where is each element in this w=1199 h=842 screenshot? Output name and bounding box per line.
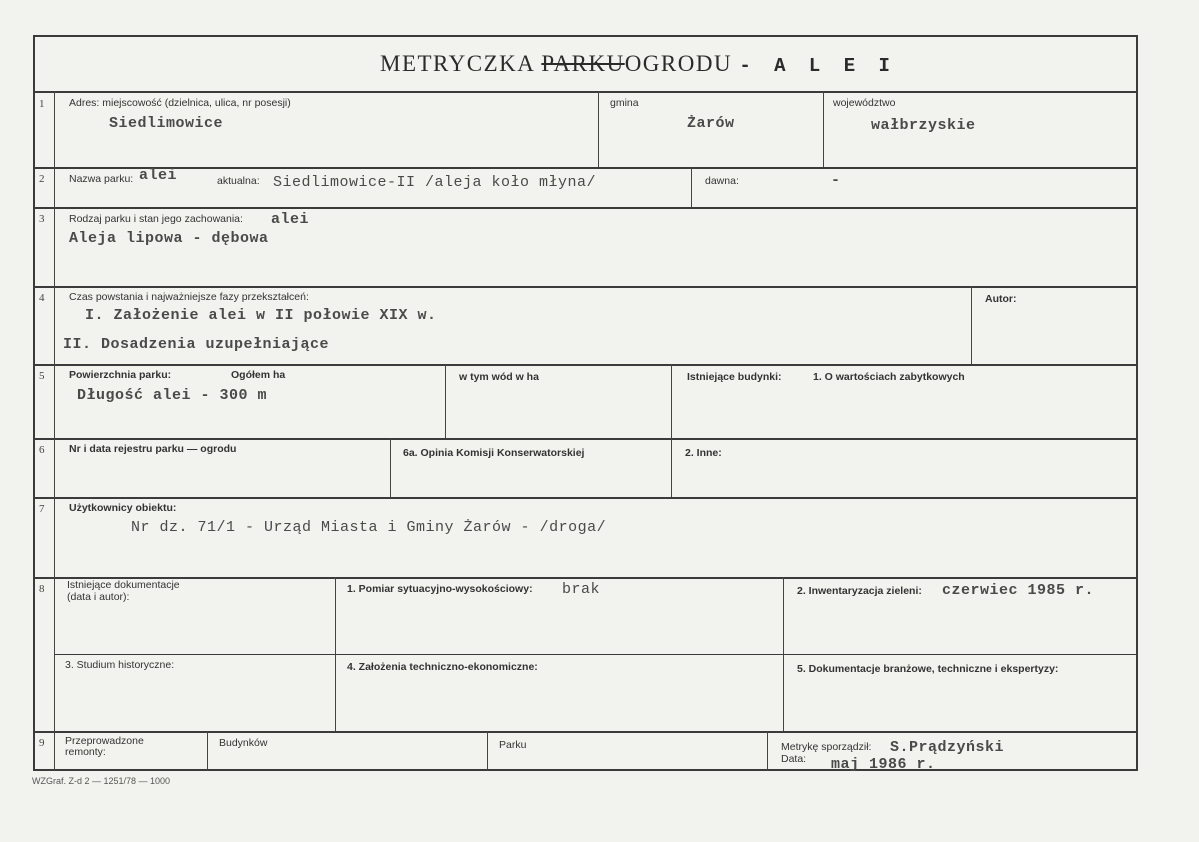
branch-docs-label: 5. Dokumentacje branżowe, techniczne i ekspertyzy: [797,663,1059,675]
row-number: 7 [39,503,45,515]
row-number: 5 [39,370,45,382]
title-ogrodu: OGRODU [624,51,733,76]
row-number: 9 [39,737,45,749]
row-number: 6 [39,444,45,456]
users-label: Użytkownicy obiektu: [69,502,177,514]
history-label: Czas powstania i najważniejsze fazy przekształceń: [69,291,309,303]
name-label: Nazwa parku: [69,173,134,185]
row-number: 1 [39,98,45,110]
users-value: Nr dz. 71/1 - Urząd Miasta i Gminy Żarów - /droga/ [131,519,607,536]
park-type-label: Rodzaj parku i stan jego zachowania: [69,213,243,225]
prepared-by-value: S.Prądzyński [890,739,1005,756]
renovations-label-2: remonty: [65,746,106,758]
current-name-value: Siedlimowice-II /aleja koło młyna/ [273,174,597,191]
renovations-buildings-label: Budynków [219,737,268,749]
current-name-label: aktualna: [217,175,260,187]
history-line-2: II. Dosadzenia uzupełniające [63,336,330,353]
title-struck-word: PARKU [541,51,625,76]
address-label: Adres: miejscowość (dzielnica, ulica, nr posesji) [69,97,291,109]
printer-footer: WZGraf. Z-d 2 — 1251/78 — 1000 [32,776,171,786]
author-label: Autor: [985,293,1017,305]
row-number: 8 [39,583,45,595]
title-typed-suffix: - A L E I [739,55,896,77]
existing-buildings-label: Istniejące budynki: [687,371,782,383]
row-number: 4 [39,292,45,304]
gmina-label: gmina [610,97,639,109]
address-value: Siedlimowice [109,115,224,132]
history-line-1: I. Założenie alei w II połowie XIX w. [85,307,437,324]
record-form [33,35,1138,771]
name-typed: alei [139,167,178,184]
renovations-park-label: Parku [499,739,527,751]
park-type-typed: alei [271,211,310,228]
voivodeship-label: województwo [833,97,896,109]
register-label: Nr i data rejestru parku — ogrodu [69,443,237,455]
water-area-label: w tym wód w ha [459,371,539,383]
documentation-label-1: Istniejące dokumentacje [67,579,180,591]
row-number: 3 [39,213,45,225]
form-title [380,51,896,77]
prepared-by-label: Metrykę sporządził: [781,741,872,753]
area-label: Powierzchnia parku: [69,369,172,381]
park-type-value: Aleja lipowa - dębowa [69,230,269,247]
historic-buildings-label: 1. O wartościach zabytkowych [813,371,965,383]
documentation-label-2: (data i autor): [67,591,130,603]
commission-opinion-label: 6a. Opinia Komisji Konserwatorskiej [403,447,585,459]
gmina-value: Żarów [687,115,735,132]
row-number: 2 [39,173,45,185]
historical-study-label: 3. Studium historyczne: [65,659,175,671]
title-printed: METRYCZKA [380,51,535,76]
renovations-label-1: Przeprowadzone [65,735,144,747]
tech-economic-label: 4. Założenia techniczno-ekonomiczne: [347,661,538,673]
survey-label: 1. Pomiar sytuacyjno-wysokościowy: [347,583,533,595]
survey-value: brak [562,581,601,598]
area-total-label: Ogółem ha [231,369,286,381]
inventory-value: czerwiec 1985 r. [942,582,1095,599]
date-label: Data: [781,753,807,765]
inventory-label: 2. Inwentaryzacja zieleni: [797,585,922,597]
area-value: Długość alei - 300 m [77,387,268,404]
former-name-value: - [831,172,841,189]
other-label: 2. Inne: [685,447,722,459]
voivodeship-value: wałbrzyskie [871,117,976,134]
former-name-label: dawna: [705,175,739,187]
date-value: maj 1986 r. [831,756,936,773]
